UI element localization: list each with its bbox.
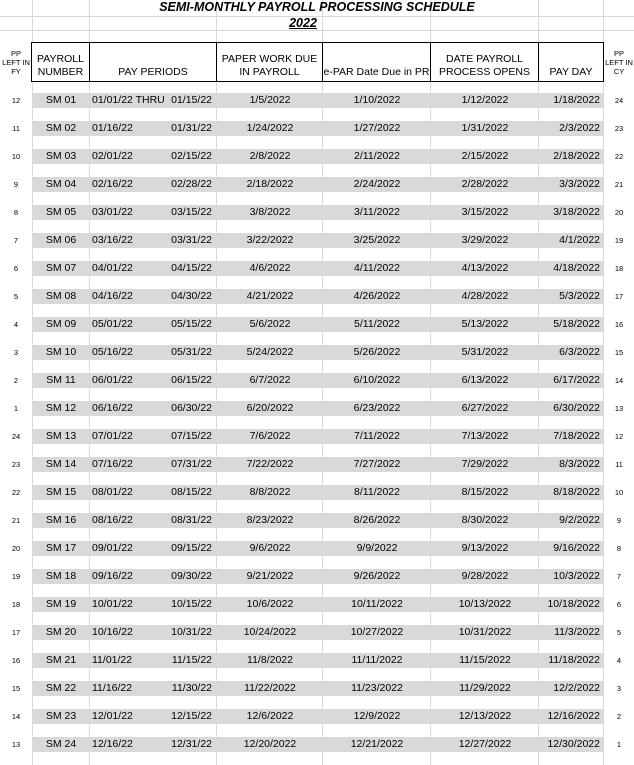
epar-due: 2/11/2022 bbox=[354, 150, 400, 162]
period-end: 12/31/22 bbox=[171, 738, 212, 750]
paper-work-due: 11/8/2022 bbox=[247, 654, 293, 666]
payroll-number: SM 12 bbox=[45, 402, 77, 414]
process-opens: 11/15/2022 bbox=[459, 654, 511, 666]
payroll-number: SM 23 bbox=[45, 710, 77, 722]
header-paper-work: PAPER WORK DUE IN PAYROLL bbox=[216, 42, 323, 82]
epar-due: 8/11/2022 bbox=[354, 486, 400, 498]
period-start: 10/01/22 bbox=[92, 598, 133, 610]
schedule-year: 2022 bbox=[289, 16, 317, 30]
process-opens: 1/31/2022 bbox=[461, 122, 509, 134]
pay-day: 8/3/2022 bbox=[559, 458, 600, 470]
paper-work-due: 1/5/2022 bbox=[249, 94, 291, 106]
pp-left-fy: 1 bbox=[13, 404, 19, 413]
period-start: 08/01/22 bbox=[92, 486, 133, 498]
process-opens: 4/28/2022 bbox=[461, 290, 509, 302]
period-end: 08/15/22 bbox=[171, 486, 212, 498]
table-row bbox=[0, 401, 634, 416]
period-end: 11/30/22 bbox=[171, 682, 212, 694]
epar-due: 7/11/2022 bbox=[354, 430, 400, 442]
payroll-number: SM 04 bbox=[45, 178, 77, 190]
payroll-number: SM 13 bbox=[45, 430, 77, 442]
header-process-opens: DATE PAYROLL PROCESS OPENS bbox=[430, 42, 539, 82]
pp-left-fy: 9 bbox=[13, 180, 19, 189]
epar-due: 5/11/2022 bbox=[354, 318, 400, 330]
process-opens: 4/13/2022 bbox=[461, 262, 509, 274]
period-end: 08/31/22 bbox=[171, 514, 212, 526]
period-start: 01/16/22 bbox=[92, 122, 133, 134]
paper-work-due: 3/22/2022 bbox=[246, 234, 294, 246]
payroll-number: SM 20 bbox=[45, 626, 77, 638]
paper-work-due: 5/24/2022 bbox=[246, 346, 294, 358]
table-row bbox=[0, 569, 634, 584]
epar-due: 3/11/2022 bbox=[354, 206, 400, 218]
pay-day: 10/3/2022 bbox=[553, 570, 600, 582]
table-row bbox=[0, 541, 634, 556]
period-start: 02/01/22 bbox=[92, 150, 133, 162]
pay-day: 5/3/2022 bbox=[559, 290, 600, 302]
paper-work-due: 2/8/2022 bbox=[249, 150, 291, 162]
process-opens: 8/15/2022 bbox=[461, 486, 509, 498]
paper-work-due: 4/21/2022 bbox=[246, 290, 294, 302]
period-end: 01/15/22 bbox=[171, 94, 212, 106]
period-end: 03/15/22 bbox=[171, 206, 212, 218]
pp-left-fy: 20 bbox=[11, 544, 21, 553]
process-opens: 12/13/2022 bbox=[458, 710, 512, 722]
epar-due: 6/23/2022 bbox=[353, 402, 401, 414]
epar-due: 1/27/2022 bbox=[353, 122, 401, 134]
header-epar: e-PAR Date Due in PR bbox=[322, 42, 431, 82]
process-opens: 9/13/2022 bbox=[461, 542, 509, 554]
pp-left-fy: 4 bbox=[13, 320, 19, 329]
process-opens: 3/15/2022 bbox=[461, 206, 509, 218]
pay-day: 4/18/2022 bbox=[553, 262, 600, 274]
pay-day: 12/16/2022 bbox=[547, 710, 600, 722]
period-start: 03/16/22 bbox=[92, 234, 133, 246]
period-end: 03/31/22 bbox=[171, 234, 212, 246]
payroll-number: SM 15 bbox=[45, 486, 77, 498]
pp-left-fy: 19 bbox=[11, 572, 21, 581]
period-start: 06/16/22 bbox=[92, 402, 133, 414]
period-start: 04/01/22 bbox=[92, 262, 133, 274]
pp-left-cy: 16 bbox=[614, 320, 624, 329]
process-opens: 12/27/2022 bbox=[458, 738, 512, 750]
period-end: 07/31/22 bbox=[171, 458, 212, 470]
pp-left-fy: 12 bbox=[11, 96, 21, 105]
pp-left-cy: 10 bbox=[614, 488, 624, 497]
period-start: 11/01/22 bbox=[92, 654, 133, 666]
pp-left-fy: 2 bbox=[13, 376, 19, 385]
epar-due: 10/27/2022 bbox=[350, 626, 404, 638]
epar-due: 12/9/2022 bbox=[353, 710, 401, 722]
payroll-number: SM 18 bbox=[45, 570, 77, 582]
payroll-number: SM 01 bbox=[45, 94, 77, 106]
period-end: 01/31/22 bbox=[171, 122, 212, 134]
paper-work-due: 7/6/2022 bbox=[249, 430, 291, 442]
epar-due: 11/11/2022 bbox=[351, 654, 403, 666]
paper-work-due: 8/8/2022 bbox=[249, 486, 291, 498]
pp-left-cy: 2 bbox=[616, 712, 622, 721]
period-start: 04/16/22 bbox=[92, 290, 133, 302]
pp-left-cy: 8 bbox=[616, 544, 622, 553]
epar-due: 9/26/2022 bbox=[353, 570, 401, 582]
epar-due: 11/23/2022 bbox=[351, 682, 403, 694]
payroll-number: SM 22 bbox=[45, 682, 77, 694]
payroll-number: SM 09 bbox=[45, 318, 77, 330]
table-row bbox=[0, 625, 634, 640]
period-end: 09/15/22 bbox=[171, 542, 212, 554]
paper-work-due: 9/6/2022 bbox=[249, 542, 291, 554]
paper-work-due: 11/22/2022 bbox=[244, 682, 296, 694]
period-start: 02/16/22 bbox=[92, 178, 133, 190]
period-end: 06/15/22 bbox=[171, 374, 212, 386]
epar-due: 9/9/2022 bbox=[356, 542, 398, 554]
payroll-number: SM 19 bbox=[45, 598, 77, 610]
pp-left-fy: 10 bbox=[11, 152, 21, 161]
pp-left-fy: 23 bbox=[11, 460, 21, 469]
period-start: 01/01/22 THRU bbox=[92, 94, 165, 106]
period-end: 11/15/22 bbox=[171, 654, 212, 666]
process-opens: 10/31/2022 bbox=[458, 626, 512, 638]
pp-left-fy: 13 bbox=[11, 740, 21, 749]
header-pp-left-cy: PP LEFT IN CY bbox=[604, 42, 634, 82]
payroll-number: SM 02 bbox=[45, 122, 77, 134]
period-end: 09/30/22 bbox=[171, 570, 212, 582]
period-end: 04/30/22 bbox=[171, 290, 212, 302]
pp-left-cy: 15 bbox=[614, 348, 624, 357]
period-start: 12/01/22 bbox=[92, 710, 133, 722]
paper-work-due: 7/22/2022 bbox=[246, 458, 294, 470]
pay-day: 11/18/2022 bbox=[548, 654, 600, 666]
process-opens: 5/13/2022 bbox=[461, 318, 509, 330]
pp-left-fy: 22 bbox=[11, 488, 21, 497]
process-opens: 5/31/2022 bbox=[461, 346, 509, 358]
epar-due: 6/10/2022 bbox=[353, 374, 401, 386]
period-end: 05/31/22 bbox=[171, 346, 212, 358]
pp-left-cy: 11 bbox=[615, 460, 623, 469]
payroll-number: SM 17 bbox=[45, 542, 77, 554]
payroll-number: SM 10 bbox=[45, 346, 77, 358]
period-start: 07/01/22 bbox=[92, 430, 133, 442]
pay-day: 11/3/2022 bbox=[554, 626, 600, 638]
epar-due: 12/21/2022 bbox=[350, 738, 404, 750]
process-opens: 6/27/2022 bbox=[461, 402, 509, 414]
process-opens: 10/13/2022 bbox=[458, 598, 512, 610]
process-opens: 11/29/2022 bbox=[459, 682, 511, 694]
epar-due: 2/24/2022 bbox=[353, 178, 401, 190]
epar-due: 10/11/2022 bbox=[351, 598, 403, 610]
pp-left-fy: 14 bbox=[11, 712, 21, 721]
pp-left-fy: 16 bbox=[11, 656, 21, 665]
epar-due: 5/26/2022 bbox=[353, 346, 401, 358]
pay-day: 3/18/2022 bbox=[553, 206, 600, 218]
payroll-number: SM 14 bbox=[45, 458, 77, 470]
pay-day: 8/18/2022 bbox=[553, 486, 600, 498]
pp-left-fy: 24 bbox=[11, 432, 21, 441]
paper-work-due: 6/7/2022 bbox=[249, 374, 291, 386]
payroll-number: SM 03 bbox=[45, 150, 77, 162]
paper-work-due: 10/24/2022 bbox=[243, 626, 297, 638]
paper-work-due: 8/23/2022 bbox=[246, 514, 294, 526]
pp-left-cy: 19 bbox=[614, 236, 624, 245]
pay-day: 4/1/2022 bbox=[559, 234, 600, 246]
pay-day: 2/3/2022 bbox=[559, 122, 600, 134]
pp-left-fy: 7 bbox=[13, 236, 19, 245]
table-row bbox=[0, 373, 634, 388]
pp-left-cy: 23 bbox=[614, 124, 624, 133]
pay-day: 1/18/2022 bbox=[553, 94, 600, 106]
paper-work-due: 12/6/2022 bbox=[246, 710, 294, 722]
process-opens: 2/28/2022 bbox=[461, 178, 509, 190]
pay-day: 12/2/2022 bbox=[553, 682, 600, 694]
payroll-number: SM 21 bbox=[45, 654, 77, 666]
period-end: 12/15/22 bbox=[171, 710, 212, 722]
pay-day: 5/18/2022 bbox=[553, 318, 600, 330]
process-opens: 7/13/2022 bbox=[461, 430, 509, 442]
pay-day: 10/18/2022 bbox=[547, 598, 600, 610]
table-row bbox=[0, 149, 634, 164]
pp-left-fy: 5 bbox=[13, 292, 19, 301]
pay-day: 2/18/2022 bbox=[553, 150, 600, 162]
period-end: 10/15/22 bbox=[171, 598, 212, 610]
payroll-number: SM 08 bbox=[45, 290, 77, 302]
table-row bbox=[0, 485, 634, 500]
period-start: 12/16/22 bbox=[92, 738, 133, 750]
pp-left-cy: 14 bbox=[614, 376, 624, 385]
period-start: 06/01/22 bbox=[92, 374, 133, 386]
pp-left-cy: 20 bbox=[614, 208, 624, 217]
payroll-number: SM 07 bbox=[45, 262, 77, 274]
epar-due: 4/11/2022 bbox=[354, 262, 400, 274]
paper-work-due: 5/6/2022 bbox=[249, 318, 291, 330]
period-end: 07/15/22 bbox=[171, 430, 212, 442]
period-start: 11/16/22 bbox=[92, 682, 133, 694]
table-row bbox=[0, 345, 634, 360]
paper-work-due: 2/18/2022 bbox=[246, 178, 294, 190]
period-start: 08/16/22 bbox=[92, 514, 133, 526]
period-start: 10/16/22 bbox=[92, 626, 133, 638]
table-row bbox=[0, 457, 634, 472]
process-opens: 2/15/2022 bbox=[461, 150, 509, 162]
table-row bbox=[0, 681, 634, 696]
epar-due: 4/26/2022 bbox=[353, 290, 401, 302]
process-opens: 1/12/2022 bbox=[461, 94, 509, 106]
pp-left-fy: 3 bbox=[13, 348, 19, 357]
period-start: 07/16/22 bbox=[92, 458, 133, 470]
table-row bbox=[0, 261, 634, 276]
pay-day: 12/30/2022 bbox=[547, 738, 600, 750]
payroll-number: SM 16 bbox=[45, 514, 77, 526]
payroll-number: SM 06 bbox=[45, 234, 77, 246]
period-end: 02/28/22 bbox=[171, 178, 212, 190]
paper-work-due: 6/20/2022 bbox=[246, 402, 294, 414]
paper-work-due: 9/21/2022 bbox=[246, 570, 294, 582]
pp-left-cy: 21 bbox=[614, 180, 624, 189]
period-end: 04/15/22 bbox=[171, 262, 212, 274]
page-title: SEMI-MONTHLY PAYROLL PROCESSING SCHEDULE bbox=[159, 0, 475, 14]
pp-left-cy: 18 bbox=[614, 264, 624, 273]
process-opens: 7/29/2022 bbox=[461, 458, 509, 470]
pp-left-cy: 17 bbox=[614, 292, 624, 301]
pp-left-cy: 22 bbox=[614, 152, 624, 161]
period-start: 05/16/22 bbox=[92, 346, 133, 358]
table-row bbox=[0, 177, 634, 192]
process-opens: 3/29/2022 bbox=[461, 234, 509, 246]
header-payroll-number: PAYROLL NUMBER bbox=[31, 42, 90, 82]
paper-work-due: 4/6/2022 bbox=[249, 262, 291, 274]
process-opens: 9/28/2022 bbox=[461, 570, 509, 582]
pay-day: 6/3/2022 bbox=[559, 346, 600, 358]
table-row bbox=[0, 429, 634, 444]
pp-left-cy: 9 bbox=[616, 516, 622, 525]
period-start: 03/01/22 bbox=[92, 206, 133, 218]
pp-left-cy: 24 bbox=[614, 96, 624, 105]
period-start: 09/01/22 bbox=[92, 542, 133, 554]
table-row bbox=[0, 233, 634, 248]
pp-left-cy: 12 bbox=[614, 432, 624, 441]
pp-left-cy: 1 bbox=[616, 740, 622, 749]
epar-due: 8/26/2022 bbox=[353, 514, 401, 526]
header-pp-left-fy: PP LEFT IN FY bbox=[1, 42, 31, 82]
pp-left-fy: 21 bbox=[11, 516, 21, 525]
epar-due: 3/25/2022 bbox=[353, 234, 401, 246]
epar-due: 7/27/2022 bbox=[353, 458, 401, 470]
pp-left-fy: 15 bbox=[11, 684, 21, 693]
table-row bbox=[0, 317, 634, 332]
paper-work-due: 3/8/2022 bbox=[249, 206, 291, 218]
table-row bbox=[0, 289, 634, 304]
pp-left-cy: 3 bbox=[616, 684, 622, 693]
period-start: 05/01/22 bbox=[92, 318, 133, 330]
period-start: 09/16/22 bbox=[92, 570, 133, 582]
payroll-number: SM 05 bbox=[45, 206, 77, 218]
pay-day: 6/30/2022 bbox=[553, 402, 600, 414]
table-row bbox=[0, 709, 634, 724]
table-row bbox=[0, 513, 634, 528]
period-end: 05/15/22 bbox=[171, 318, 212, 330]
pp-left-cy: 13 bbox=[614, 404, 624, 413]
pp-left-fy: 11 bbox=[12, 124, 20, 133]
pay-day: 3/3/2022 bbox=[559, 178, 600, 190]
epar-due: 1/10/2022 bbox=[353, 94, 401, 106]
table-row bbox=[0, 653, 634, 668]
paper-work-due: 12/20/2022 bbox=[243, 738, 297, 750]
pay-day: 9/2/2022 bbox=[559, 514, 600, 526]
process-opens: 6/13/2022 bbox=[461, 374, 509, 386]
table-row bbox=[0, 121, 634, 136]
payroll-number: SM 11 bbox=[46, 374, 76, 386]
pp-left-cy: 5 bbox=[616, 628, 622, 637]
period-end: 02/15/22 bbox=[171, 150, 212, 162]
table-row bbox=[0, 205, 634, 220]
pp-left-cy: 6 bbox=[616, 600, 622, 609]
pp-left-cy: 4 bbox=[616, 656, 622, 665]
process-opens: 8/30/2022 bbox=[461, 514, 509, 526]
pp-left-fy: 8 bbox=[13, 208, 19, 217]
pp-left-cy: 7 bbox=[616, 572, 622, 581]
payroll-number: SM 24 bbox=[45, 738, 77, 750]
pay-day: 7/18/2022 bbox=[553, 430, 600, 442]
paper-work-due: 1/24/2022 bbox=[246, 122, 294, 134]
pp-left-fy: 6 bbox=[13, 264, 19, 273]
header-pay-day: PAY DAY bbox=[538, 42, 604, 82]
pay-day: 9/16/2022 bbox=[553, 542, 600, 554]
table-row bbox=[0, 93, 634, 108]
header-pay-periods: PAY PERIODS bbox=[89, 42, 217, 82]
pp-left-fy: 17 bbox=[11, 628, 21, 637]
period-end: 10/31/22 bbox=[171, 626, 212, 638]
pp-left-fy: 18 bbox=[11, 600, 21, 609]
period-end: 06/30/22 bbox=[171, 402, 212, 414]
table-row bbox=[0, 597, 634, 612]
table-row bbox=[0, 737, 634, 752]
pay-day: 6/17/2022 bbox=[553, 374, 600, 386]
paper-work-due: 10/6/2022 bbox=[246, 598, 294, 610]
